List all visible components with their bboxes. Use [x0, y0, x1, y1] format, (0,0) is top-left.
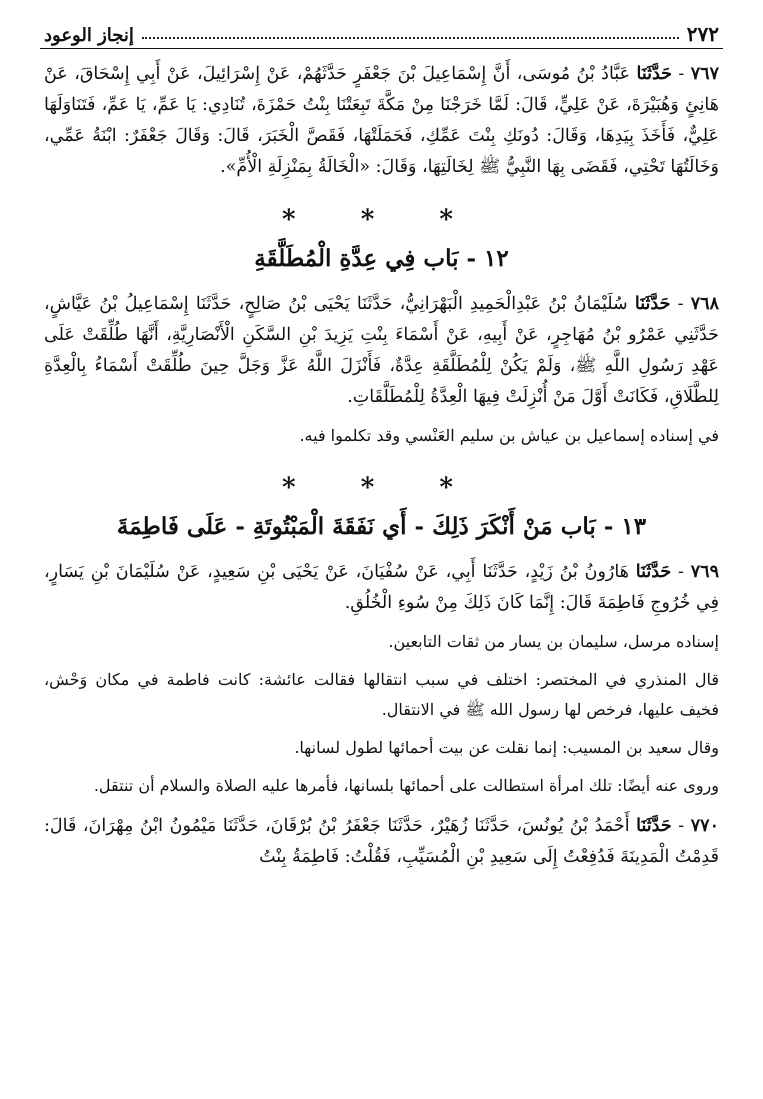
hadith-769-note-2: قال المنذري في المختصر: اختلف في سبب انتقالها فقالت عائشة: كانت فاطمة في مكان وَحْش، فخيف عليها، فرخص لها رسول الله ﷺ في الانتقال.: [44, 670, 719, 719]
hadith-text: هَارُونُ بْنُ زَيْدٍ، حَدَّثَنَا أَبِي، عَنْ سُفْيَانَ، عَنْ يَحْيَى بْنِ سَعِيدٍ، عَنْ سُلَيْمَانَ بْنِ يَسَارٍ، فِي خُرُوجِ فَاطِمَةَ قَالَ: إِنَّمَا كَانَ ذَلِكَ مِنْ سُوءِ الْخُلُقِ.: [44, 562, 719, 613]
hadith-768-note: في إسناده إسماعيل بن عياش بن سليم العَنْسي وقد تكلموا فيه.: [299, 426, 719, 445]
hadith-769-note-1: إسناده مرسل، سليمان بن يسار من ثقات التابعين.: [388, 632, 719, 651]
hadith-opening: حَدَّثَنَا: [636, 816, 672, 836]
hadith-769-note-4: وروى عنه أيضًا: تلك امرأة استطالت على أحمائها بلسانها، فأمرها عليه الصلاة والسلام أن تنتقل.: [93, 776, 719, 795]
hadith-text: سُلَيْمَانُ بْنُ عَبْدِالْحَمِيدِ الْبَهْرَانِيُّ، حَدَّثَنَا يَحْيَى بْنُ صَالِحٍ، حَدَّثَنَا إِسْمَاعِيلُ بْنُ عَيَّاشٍ، حَدَّثَنِي عَمْرُو بْنُ مُهَاجِرٍ، عَنْ أَبِيهِ، عَنْ أَسْمَاءَ بِنْتِ يَزِيدَ بْنِ السَّكَنِ الْأَنْصَارِيَّةِ، أَنَّهَا طُلِّقَتْ عَلَى عَهْدِ رَسُولِ اللَّهِ ﷺ، وَلَمْ يَكُنْ لِلْمُطَلَّقَةِ عِدَّةٌ، فَأَنْزَلَ اللَّهُ عَزَّ وَجَلَّ حِينَ طُلِّقَتْ أَسْمَاءُ بِالْعِدَّةِ لِلطَّلَاقِ، فَكَانَتْ أَوَّلَ مَنْ أُنْزِلَتْ فِيهَا الْعِدَّةُ لِلْمُطَلَّقَاتِ.: [44, 294, 719, 407]
hadith-769-note-3: وقال سعيد بن المسيب: إنما نقلت عن بيت أحمائها لطول لسانها.: [294, 738, 719, 757]
running-header: [40, 18, 723, 49]
hadith-770: ٧٧٠ - حَدَّثَنَا أَحْمَدُ بْنُ يُونُسَ، حَدَّثَنَا زُهَيْرٌ، حَدَّثَنَا جَعْفَرُ بْنُ بُرْقَانَ، حَدَّثَنَا مَيْمُونُ ابْنُ مِهْرَانَ، قَالَ: قَدِمْتُ الْمَدِينَةَ فَدُفِعْتُ إِلَى سَعِيدِ بْنِ الْمُسَيِّبِ، فَقُلْتُ: فَاطِمَةُ بِنْتُ: [44, 816, 719, 867]
section-separator: * * *: [282, 473, 481, 503]
book-page: [40, 18, 723, 1099]
hadith-opening: حَدَّثَنَا: [634, 294, 671, 314]
hadith-number: ٧٧٠: [690, 816, 719, 836]
hadith-number: ٧٦٧: [690, 64, 719, 84]
page-number: ٢٧٢: [686, 22, 719, 46]
hadith-number: ٧٦٩: [690, 562, 719, 582]
hadith-number: ٧٦٨: [690, 294, 719, 314]
hadith-769: ٧٦٩ - حَدَّثَنَا هَارُونُ بْنُ زَيْدٍ، حَدَّثَنَا أَبِي، عَنْ سُفْيَانَ، عَنْ يَحْيَى بْنِ سَعِيدٍ، عَنْ سُلَيْمَانَ بْنِ يَسَارٍ، فِي خُرُوجِ فَاطِمَةَ قَالَ: إِنَّمَا كَانَ ذَلِكَ مِنْ سُوءِ الْخُلُقِ.: [44, 562, 719, 613]
hadith-767: ٧٦٧ - حَدَّثَنَا عَبَّادُ بْنُ مُوسَى، أَنَّ إِسْمَاعِيلَ بْنَ جَعْفَرٍ حَدَّثَهُمْ، عَنْ إِسْرَائِيلَ، عَنْ أَبِي إِسْحَاقَ، عَنْ هَانِئٍ وَهُبَيْرَةَ، عَنْ عَلِيٍّ، قَالَ: لَمَّا خَرَجْنَا مِنْ مَكَّةَ تَبِعَتْنَا بِنْتُ حَمْزَةَ، تُنَادِي: يَا عَمِّ، يَا عَمِّ، فَتَنَاوَلَهَا عَلِيٌّ، فَأَخَذَ بِيَدِهَا، وَقَالَ: دُونَكِ بِنْتَ عَمِّكِ، فَحَمَلَتْهَا، فَقَصَّ الْخَبَرَ، قَالَ: وَقَالَ جَعْفَرٌ: ابْنَةُ عَمِّي، وَخَالَتُهَا تَحْتِي، فَقَضَى بِهَا النَّبِيُّ ﷺ لِخَالَتِهَا، وَقَالَ: «الْخَالَةُ بِمَنْزِلَةِ الْأُمِّ».: [44, 64, 719, 177]
book-title: إنجاز الوعود: [44, 25, 134, 46]
chapter-12-title: ١٢ - بَاب فِي عِدَّةِ الْمُطَلَّقَةِ: [254, 245, 509, 272]
chapter-13-title: ١٣ - بَاب مَنْ أَنْكَرَ ذَلِكَ - أَي نَفَقَةَ الْمَبْتُوتَةِ - عَلَى فَاطِمَةَ: [116, 513, 647, 540]
section-separator: * * *: [282, 205, 481, 235]
hadith-text: أَحْمَدُ بْنُ يُونُسَ، حَدَّثَنَا زُهَيْرٌ، حَدَّثَنَا جَعْفَرُ بْنُ بُرْقَانَ، حَدَّثَنَا مَيْمُونُ ابْنُ مِهْرَانَ، قَالَ: قَدِمْتُ الْمَدِينَةَ فَدُفِعْتُ إِلَى سَعِيدِ بْنِ الْمُسَيِّبِ، فَقُلْتُ: فَاطِمَةُ بِنْتُ: [44, 816, 719, 867]
hadith-opening: حَدَّثَنَا: [635, 562, 672, 582]
hadith-text: عَبَّادُ بْنُ مُوسَى، أَنَّ إِسْمَاعِيلَ بْنَ جَعْفَرٍ حَدَّثَهُمْ، عَنْ إِسْرَائِيلَ، عَنْ أَبِي إِسْحَاقَ، عَنْ هَانِئٍ وَهُبَيْرَةَ، عَنْ عَلِيٍّ، قَالَ: لَمَّا خَرَجْنَا مِنْ مَكَّةَ تَبِعَتْنَا بِنْتُ حَمْزَةَ، تُنَادِي: يَا عَمِّ، يَا عَمِّ، فَتَنَاوَلَهَا عَلِيٌّ، فَأَخَذَ بِيَدِهَا، وَقَالَ: دُونَكِ بِنْتَ عَمِّكِ، فَحَمَلَتْهَا، فَقَصَّ الْخَبَرَ، قَالَ: وَقَالَ جَعْفَرٌ: ابْنَةُ عَمِّي، وَخَالَتُهَا تَحْتِي، فَقَضَى بِهَا النَّبِيُّ ﷺ لِخَالَتِهَا، وَقَالَ: «الْخَالَةُ بِمَنْزِلَةِ الْأُمِّ».: [44, 64, 719, 177]
hadith-opening: حَدَّثَنَا: [636, 64, 672, 84]
hadith-768: ٧٦٨ - حَدَّثَنَا سُلَيْمَانُ بْنُ عَبْدِالْحَمِيدِ الْبَهْرَانِيُّ، حَدَّثَنَا يَحْيَى بْنُ صَالِحٍ، حَدَّثَنَا إِسْمَاعِيلُ بْنُ عَيَّاشٍ، حَدَّثَنِي عَمْرُو بْنُ مُهَاجِرٍ، عَنْ أَبِيهِ، عَنْ أَسْمَاءَ بِنْتِ يَزِيدَ بْنِ السَّكَنِ الْأَنْصَارِيَّةِ، أَنَّهَا طُلِّقَتْ عَلَى عَهْدِ رَسُولِ اللَّهِ ﷺ، وَلَمْ يَكُنْ لِلْمُطَلَّقَةِ عِدَّةٌ، فَأَنْزَلَ اللَّهُ عَزَّ وَجَلَّ حِينَ طُلِّقَتْ أَسْمَاءُ بِالْعِدَّةِ لِلطَّلَاقِ، فَكَانَتْ أَوَّلَ مَنْ أُنْزِلَتْ فِيهَا الْعِدَّةُ لِلْمُطَلَّقَاتِ.: [44, 294, 719, 407]
header-dot-leader: [142, 37, 679, 39]
